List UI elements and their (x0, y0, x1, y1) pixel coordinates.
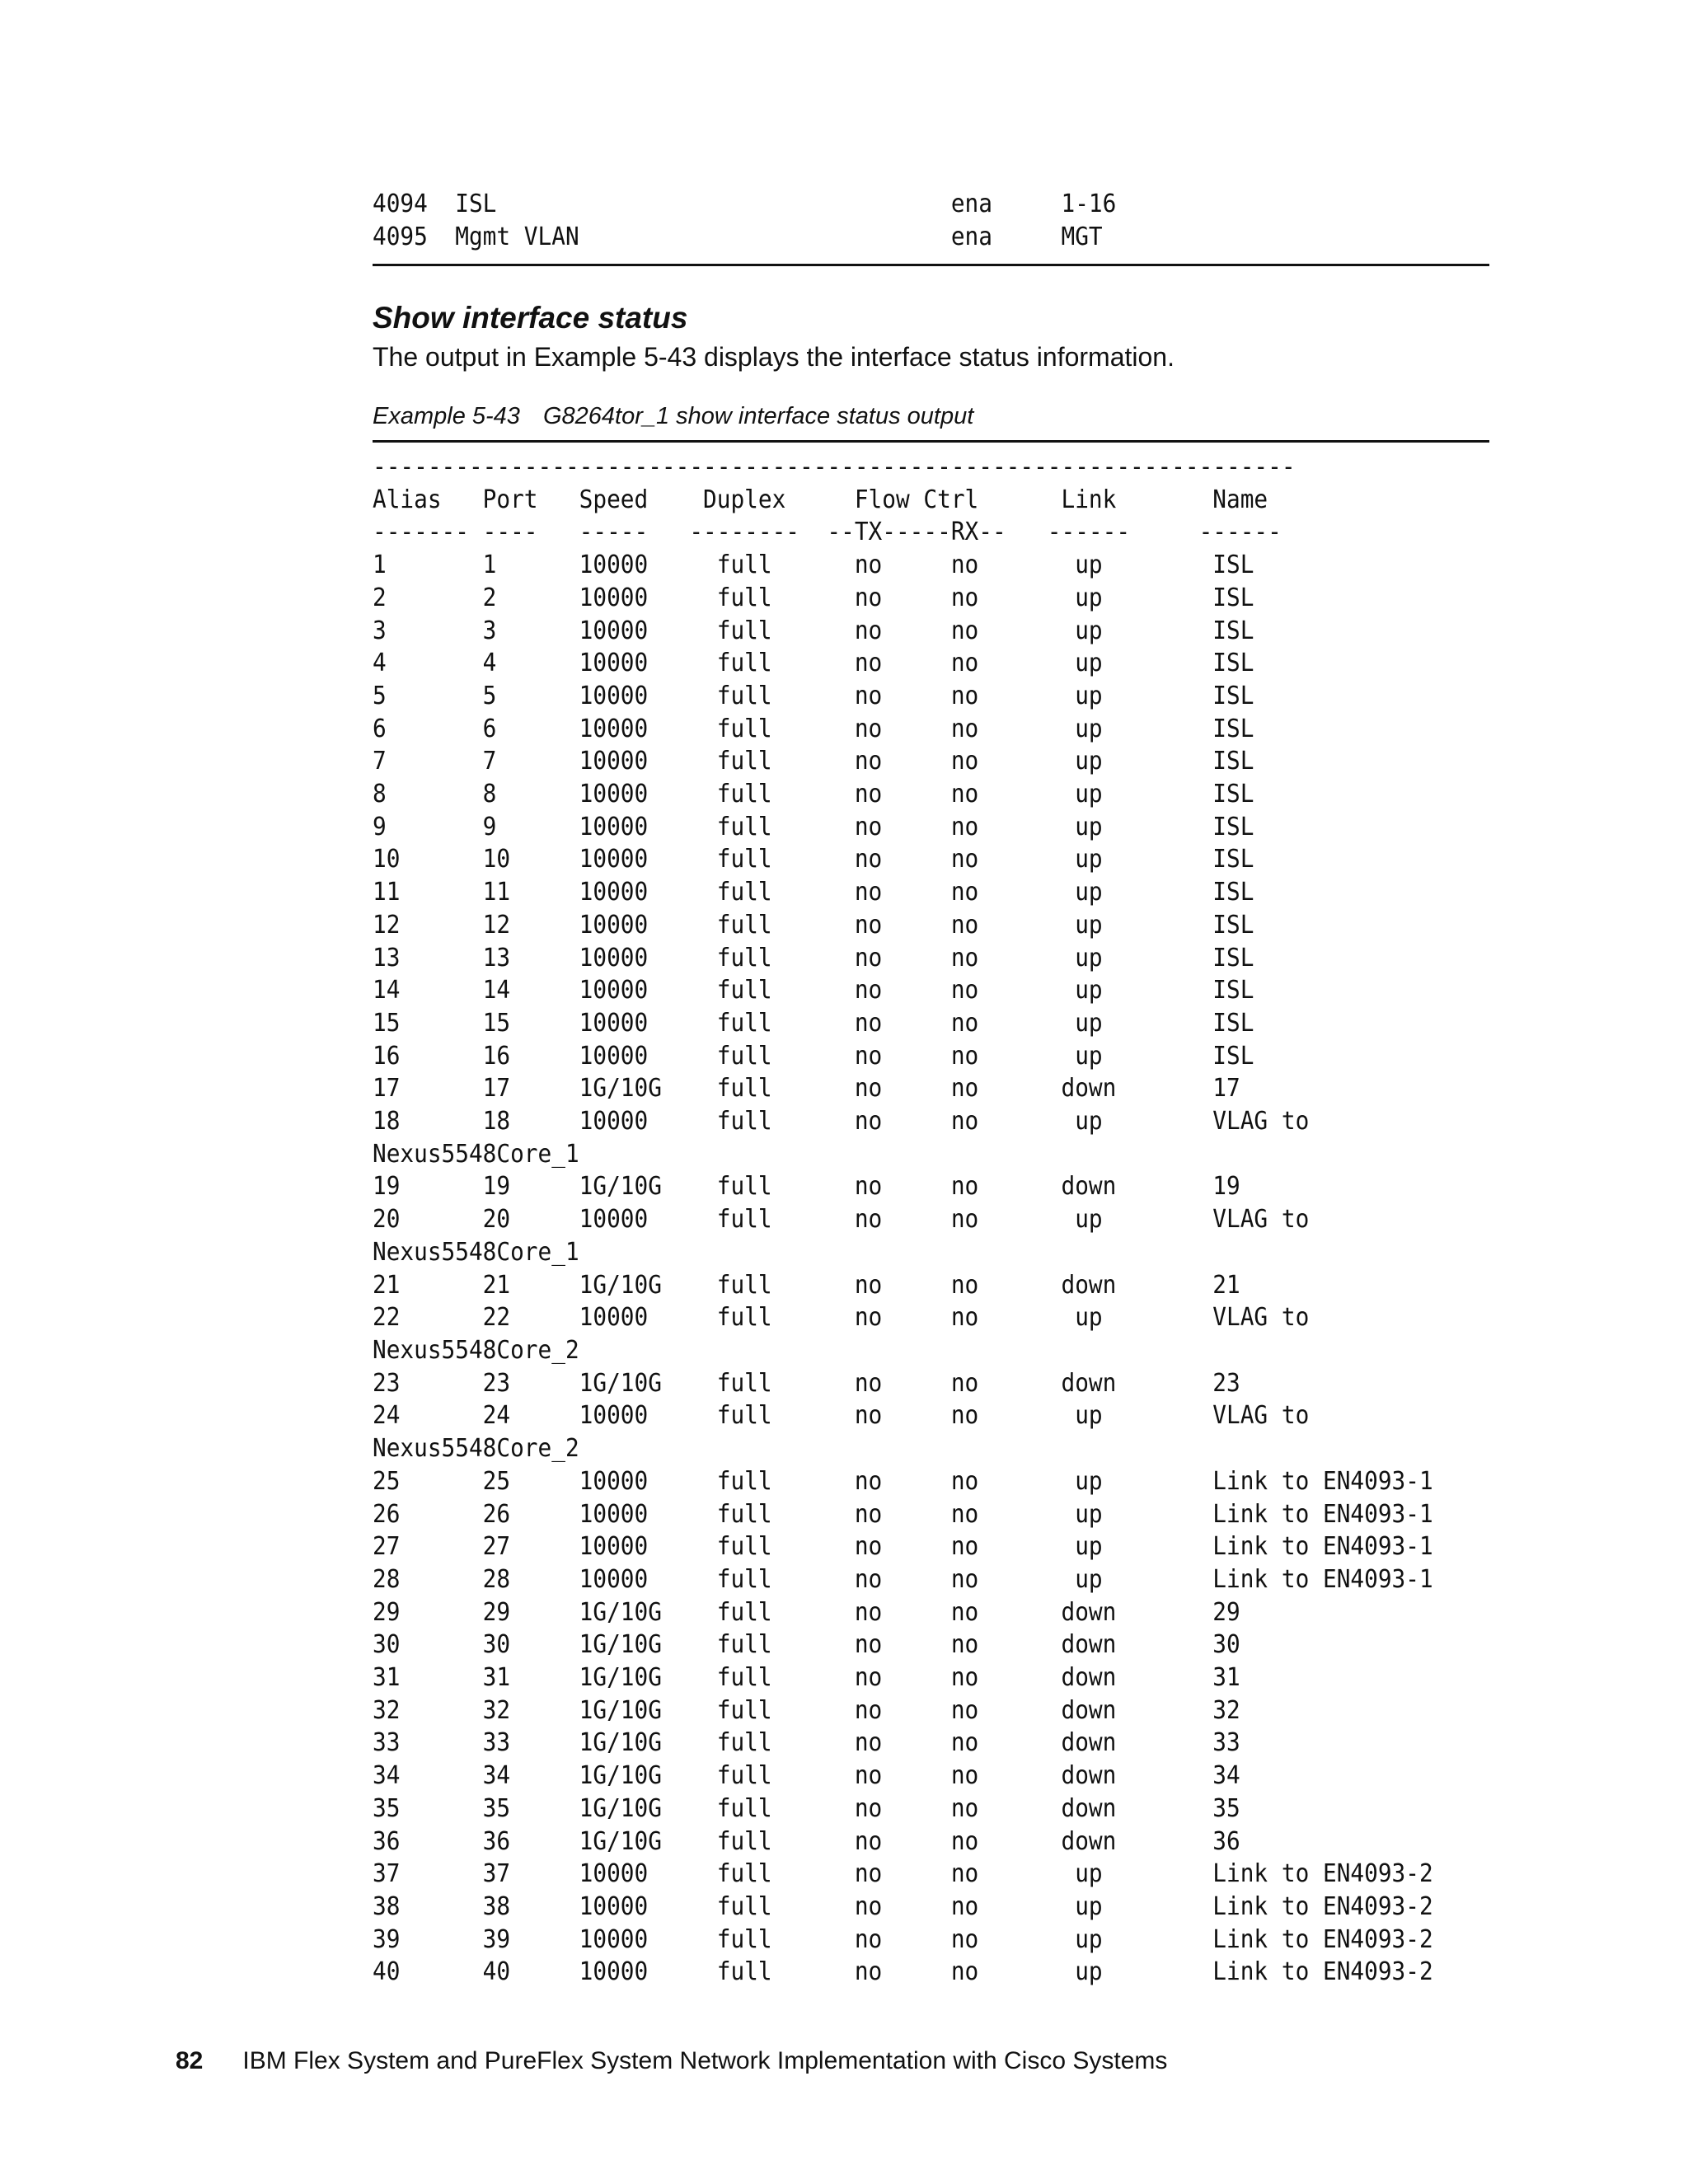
output-line: Nexus5548Core_1 (373, 1139, 579, 1169)
output-line: 15 15 10000 full no no up ISL (373, 1008, 1254, 1038)
output-line: 20 20 10000 full no no up VLAG to (373, 1205, 1310, 1235)
example-caption-text: G8264tor_1 show interface status output (542, 403, 974, 429)
output-line: 21 21 1G/10G full no no down 21 (373, 1270, 1240, 1300)
output-line: 32 32 1G/10G full no no down 32 (373, 1695, 1240, 1725)
page-number: 82 (176, 2047, 204, 2074)
output-line: Nexus5548Core_1 (373, 1237, 579, 1267)
example-divider (373, 440, 1489, 443)
output-line: 1 1 10000 full no no up ISL (373, 551, 1254, 580)
output-line: 38 38 10000 full no no up Link to EN4093-2 (373, 1891, 1433, 1921)
output-line: ------------------------------------------------------------------- (373, 452, 1296, 481)
section-title: Show interface status (373, 301, 688, 335)
output-line: 6 6 10000 full no no up ISL (373, 714, 1254, 743)
previous-output-block (373, 188, 1393, 253)
previous-output-line: 4094 ISL ena 1-16 (373, 190, 1117, 218)
output-line: 3 3 10000 full no no up ISL (373, 616, 1254, 645)
output-line: 37 37 10000 full no no up Link to EN4093-2 (373, 1859, 1433, 1889)
output-line: 23 23 1G/10G full no no down 23 (373, 1368, 1240, 1398)
output-line: 31 31 1G/10G full no no down 31 (373, 1663, 1240, 1693)
output-line: 8 8 10000 full no no up ISL (373, 780, 1254, 809)
section-body-text: The output in Example 5-43 displays the interface status information. (373, 342, 1175, 372)
book-title: IBM Flex System and PureFlex System Network Implementation with Cisco Systems (242, 2047, 1168, 2074)
output-line: 34 34 1G/10G full no no down 34 (373, 1761, 1240, 1791)
output-line: 11 11 10000 full no no up ISL (373, 878, 1254, 907)
output-line: 27 27 10000 full no no up Link to EN4093-1 (373, 1532, 1433, 1562)
output-line: 4 4 10000 full no no up ISL (373, 649, 1254, 678)
output-line: 26 26 10000 full no no up Link to EN4093-1 (373, 1499, 1433, 1529)
output-line: 24 24 10000 full no no up VLAG to (373, 1401, 1310, 1431)
output-line: 29 29 1G/10G full no no down 29 (373, 1597, 1240, 1627)
output-line: 40 40 10000 full no no up Link to EN4093-2 (373, 1957, 1433, 1987)
output-line: 7 7 10000 full no no up ISL (373, 747, 1254, 776)
output-line: 36 36 1G/10G full no no down 36 (373, 1826, 1240, 1856)
output-line: Nexus5548Core_2 (373, 1434, 579, 1464)
output-line: 33 33 1G/10G full no no down 33 (373, 1728, 1240, 1758)
example-caption (373, 403, 973, 430)
command-output-block (373, 451, 1433, 1989)
output-line: Alias Port Speed Duplex Flow Ctrl Link Name (373, 485, 1268, 514)
output-line: 2 2 10000 full no no up ISL (373, 583, 1254, 612)
output-line: 39 39 10000 full no no up Link to EN4093-2 (373, 1924, 1433, 1954)
previous-output-line: 4095 Mgmt VLAN ena MGT (373, 222, 1103, 251)
output-line: 30 30 1G/10G full no no down 30 (373, 1630, 1240, 1660)
output-line: 28 28 10000 full no no up Link to EN4093-1 (373, 1564, 1433, 1594)
output-line: 18 18 10000 full no no up VLAG to (373, 1107, 1310, 1137)
output-line: 22 22 10000 full no no up VLAG to (373, 1303, 1310, 1333)
output-line: 10 10 10000 full no no up ISL (373, 845, 1254, 874)
output-line: 17 17 1G/10G full no no down 17 (373, 1074, 1240, 1104)
section-divider (373, 264, 1489, 266)
page-footer (176, 2047, 1167, 2075)
output-line: 9 9 10000 full no no up ISL (373, 812, 1254, 841)
output-line: 13 13 10000 full no no up ISL (373, 943, 1254, 972)
output-line: 35 35 1G/10G full no no down 35 (373, 1793, 1240, 1823)
output-line: 16 16 10000 full no no up ISL (373, 1041, 1254, 1071)
output-line: 5 5 10000 full no no up ISL (373, 681, 1254, 710)
output-line: 19 19 1G/10G full no no down 19 (373, 1172, 1240, 1202)
output-line: ------- ---- ----- -------- --TX-----RX-- ------ ------ (373, 518, 1282, 547)
output-line: 14 14 10000 full no no up ISL (373, 976, 1254, 1005)
output-line: Nexus5548Core_2 (373, 1335, 579, 1365)
output-line: 12 12 10000 full no no up ISL (373, 910, 1254, 940)
output-line: 25 25 10000 full no no up Link to EN4093-1 (373, 1466, 1433, 1496)
example-number: Example 5-43 (373, 403, 520, 429)
